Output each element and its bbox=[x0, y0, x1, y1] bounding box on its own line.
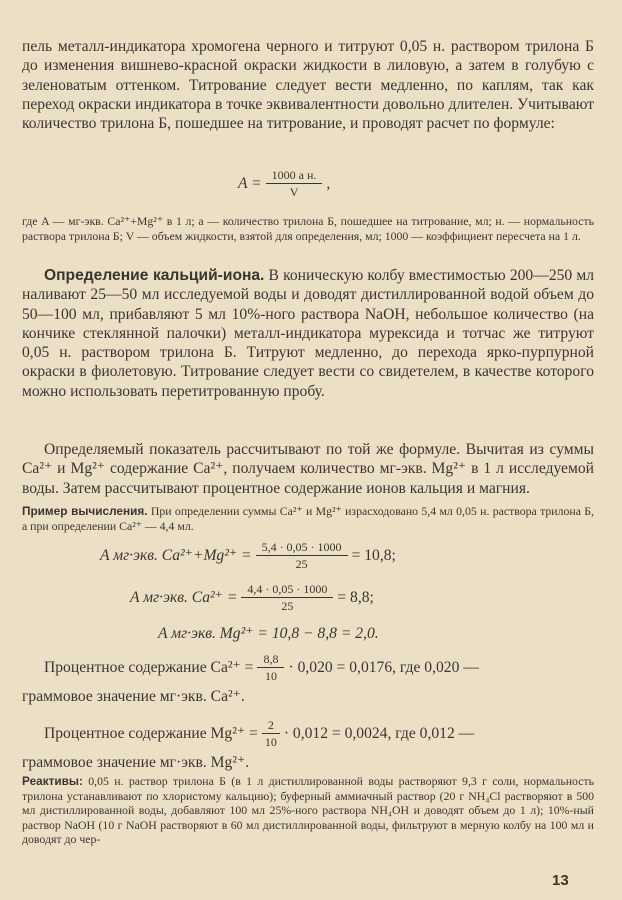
example-paragraph bbox=[22, 504, 594, 533]
example-text: При определении суммы Ca²⁺ и Mg²⁺ израсходовано 5,4 мл 0,05 н. раствора трилона Б, а при определении Ca²⁺ — 4,4 мл. bbox=[22, 504, 595, 533]
percent-numerator: 2 bbox=[262, 718, 280, 734]
reagents-text: 0,05 н. раствор трилона Б (в 1 л дистиллированной воды растворяют 9,3 г соли, нормальность трилона устанавливают по хлористому кальцию); буферный аммиачный раствор (20 г NH₄Cl растворяют в 500 мл дистиллированной воды, добавляют 100 мл 25%-ного раствора NH₄OH и доводят объем до 1 л); 10%-ный раствор NaOH (10 г NaOH растворяют в 60 мл дистиллированной воды, фильтруют в мерную колбу на 100 мл и доводят до чер- bbox=[22, 774, 594, 847]
equation-fraction bbox=[241, 582, 333, 613]
equation-denominator: 25 bbox=[295, 557, 308, 571]
paragraph-same-formula bbox=[22, 440, 594, 498]
section-heading-calcium: Определение кальций-иона. bbox=[44, 267, 265, 284]
percent-line2: граммовое значение мг·экв. Mg²⁺. bbox=[22, 754, 250, 771]
equation-lhs: A мг·экв. Ca²⁺+Mg²⁺ = bbox=[100, 547, 252, 564]
equation-rhs: = 8,8; bbox=[337, 588, 374, 606]
formula-tail: , bbox=[326, 174, 331, 192]
example-heading: Пример вычисления. bbox=[22, 504, 148, 518]
formula-denominator: V bbox=[289, 185, 299, 199]
formula-lhs: A = bbox=[238, 174, 262, 192]
paragraph-calcium-text: В коническую колбу вместимостью 200—250 мл наливают 25—50 мл исследуемой воды и доводят дистиллированной водой объем до 50—100 мл, прибавляют 5 мл 10%-ного раствора NaOH, небольшое количество (на кончике стеклянной палочки) металл-индикатора мурексида и тотчас же титруют 0,05 н. раствором трилона Б. Титруют медленно, до перехода ярко-пурпурной окраски в фиолетовую. Титрование следует вести со свидетелем, в качестве которого можно использовать перетитрованную пробу. bbox=[22, 267, 595, 400]
percent-rhs: · 0,012 = 0,0024, где 0,012 — bbox=[283, 724, 475, 742]
paragraph-titration bbox=[22, 37, 594, 133]
where-note: где A — мг-экв. Ca²⁺+Mg²⁺ в 1 л; a — количество трилона Б, пошедшее на титрование, мл; н. — нормальность раствора трилона Б; V — объем жидкости, взятой для определения, мл; 1000 — коэффициент пересчета на 1 л. bbox=[22, 214, 594, 243]
percent-magnesium bbox=[22, 718, 594, 772]
reagents-paragraph bbox=[22, 774, 594, 847]
percent-denominator: 10 bbox=[264, 669, 277, 683]
percent-fraction bbox=[257, 652, 284, 683]
equation-lhs: A мг·экв. Ca²⁺ = bbox=[130, 589, 238, 606]
formula-main bbox=[238, 168, 330, 199]
equation-numerator: 4,4 · 0,05 · 1000 bbox=[241, 582, 333, 598]
percent-lhs: Процентное содержание Ca²⁺ = bbox=[44, 659, 254, 676]
percent-line2: граммовое значение мг·экв. Ca²⁺. bbox=[22, 688, 245, 705]
formula-numerator: 1000 a н. bbox=[266, 168, 323, 184]
equation-text: A мг·экв. Mg²⁺ = 10,8 − 8,8 = 2,0. bbox=[158, 625, 379, 642]
equation-denominator: 25 bbox=[281, 599, 294, 613]
equation-numerator: 5,4 · 0,05 · 1000 bbox=[256, 540, 348, 556]
equation-rhs: = 10,8; bbox=[351, 546, 396, 564]
formula-fraction bbox=[266, 168, 323, 199]
page-number: 13 bbox=[552, 872, 569, 889]
paragraph-text: Определяемый показатель рассчитывают по той же формуле. Вычитая из суммы Ca²⁺ и Mg²⁺ содержание Ca²⁺, получаем количество мг-экв. Mg²⁺ в 1 л исследуемой воды. Затем рассчитывают процентное содержание ионов кальция и магния. bbox=[22, 441, 594, 497]
percent-fraction bbox=[262, 718, 280, 749]
percent-rhs: · 0,020 = 0,0176, где 0,020 — bbox=[288, 658, 479, 676]
percent-denominator: 10 bbox=[264, 735, 277, 749]
equation-sum bbox=[100, 540, 396, 571]
equation-magnesium bbox=[158, 624, 379, 643]
reagents-heading: Реактивы: bbox=[22, 774, 83, 788]
percent-calcium bbox=[22, 652, 594, 706]
paragraph-text: пель металл-индикатора хромогена черного и титруют 0,05 н. раствором трилона Б до изменения вишнево-красной окраски жидкости в лиловую, а затем в голубую с зеленоватым оттенком. Титрование следует вести медленно, по каплям, так как переход окраски индикатора в точке эквивалентности довольно длителен. Учитывают количество трилона Б, пошедшее на титрование, и проводят расчет по формуле: bbox=[22, 38, 594, 133]
equation-calcium bbox=[130, 582, 374, 613]
paragraph-calcium bbox=[22, 266, 594, 401]
equation-fraction bbox=[256, 540, 348, 571]
percent-numerator: 8,8 bbox=[257, 652, 284, 668]
percent-lhs: Процентное содержание Mg²⁺ = bbox=[44, 725, 258, 742]
